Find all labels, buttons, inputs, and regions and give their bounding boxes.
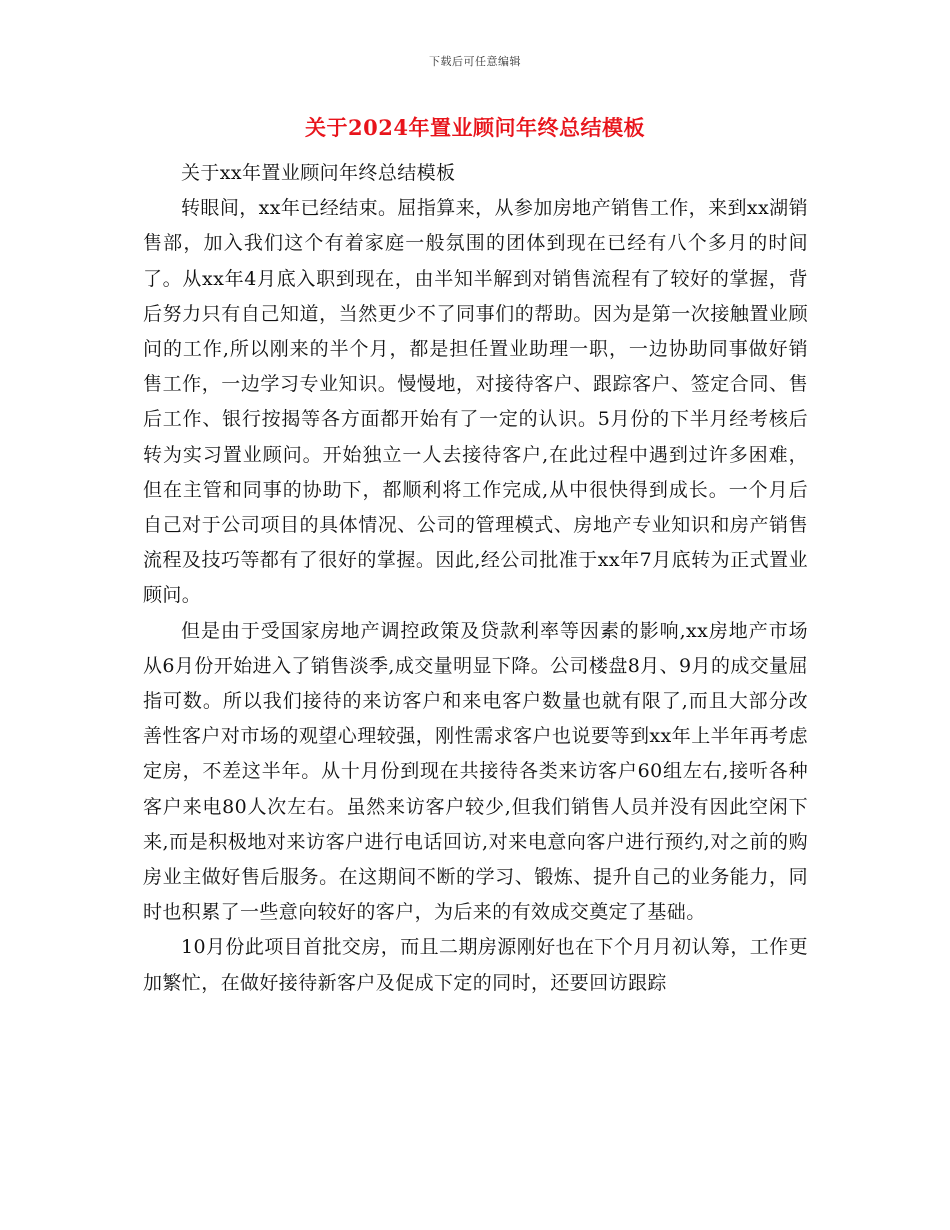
header-note: 下载后可任意编辑 [429, 55, 521, 68]
paragraph-1: 转眼间，xx年已经结束。屈指算来，从参加房地产销售工作，来到xx湖销售部，加入我们这个有着家庭一般氛围的团体到现在已经有八个多月的时间了。从xx年4月底入职到现在，由半知半解到对销售流程有了较好的掌握，背后努力只有自己知道，当然更少不了同事们的帮助。因为是第一次接触置业顾问的工作,所以刚来的半个月，都是担任置业助理一职，一边协助同事做好销售工作，一边学习专业知识。慢慢地，对接待客户、跟踪客户、签定合同、售后工作、银行按揭等各方面都开始有了一定的认识。5月份的下半月经考核后转为实习置业顾问。开始独立一人去接待客户,在此过程中遇到过许多困难，但在主管和同事的协助下，都顺利将工作完成,从中很快得到成长。一个月后自己对于公司项目的具体情况、公司的管理模式、房地产专业知识和房产销售流程及技巧等都有了很好的掌握。因此,经公司批准于xx年7月底转为正式置业顾问。 [143, 197, 808, 607]
document-title: 关于2024年置业顾问年终总结模板 [305, 115, 645, 140]
document-body [143, 156, 808, 1001]
paragraph-3: 10月份此项目首批交房，而且二期房源刚好也在下个月月初认筹，工作更加繁忙，在做好接待新客户及促成下定的同时，还要回访跟踪 [143, 936, 808, 994]
paragraph-2: 但是由于受国家房地产调控政策及贷款利率等因素的影响,xx房地产市场从6月份开始进入了销售淡季,成交量明显下降。公司楼盘8月、9月的成交量屈指可数。所以我们接待的来访客户和来电客户数量也就有限了,而且大部分改善性客户对市场的观望心理较强，刚性需求客户也说要等到xx年上半年再考虑定房，不差这半年。从十月份到现在共接待各类来访客户60组左右,接听各种客户来电80人次左右。虽然来访客户较少,但我们销售人员并没有因此空闲下来,而是积极地对来访客户进行电话回访,对来电意向客户进行预约,对之前的购房业主做好售后服务。在这期间不断的学习、锻炼、提升自己的业务能力，同时也积累了一些意向较好的客户，为后来的有效成交奠定了基础。 [143, 619, 808, 924]
paragraph-subtitle: 关于xx年置业顾问年终总结模板 [181, 162, 456, 184]
